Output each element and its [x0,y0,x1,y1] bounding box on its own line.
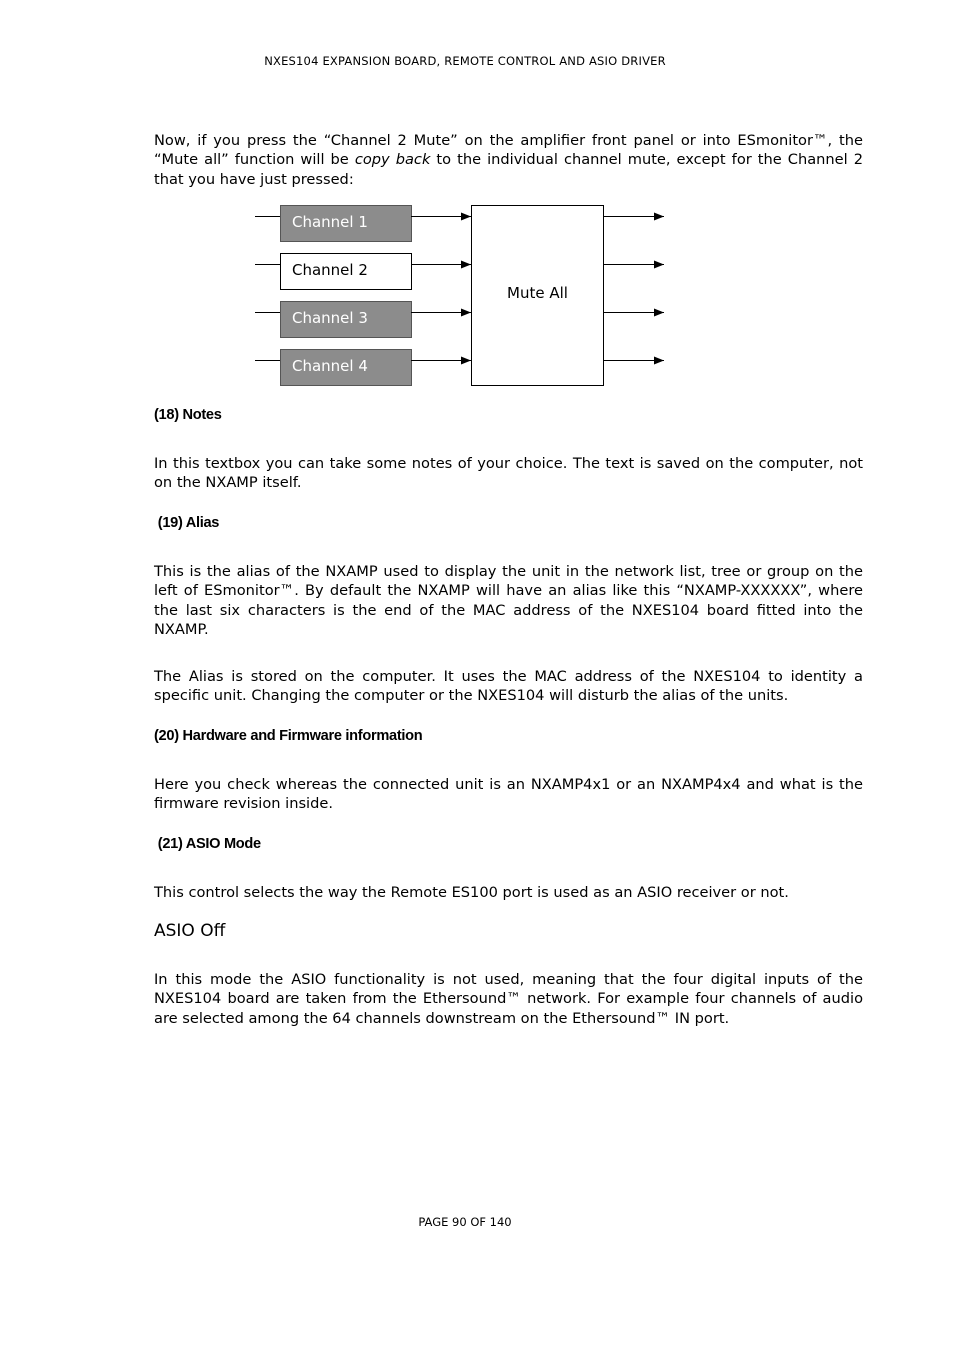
intro-text-end: to the individual channel mute, except for the Channel 2 that you have just pressed: [154,151,863,188]
page-header: NXES104 EXPANSION BOARD, REMOTE CONTROL AND ASIO DRIVER [264,54,666,68]
channel-4-label: Channel 4 [292,357,368,375]
asio-mode-heading: (21) ASIO Mode [154,836,261,852]
hardware-body: Here you check whereas the connected unit is an NXAMP4x1 or an NXAMP4x4 and what is the firmware revision inside. [154,776,863,813]
alias-body-2: The Alias is stored on the computer. It uses the MAC address of the NXES104 to identity a specific unit. Changing the computer or the NXES104 will disturb the alias of the units. [154,668,863,705]
intro-text-start: Now, if you press the “Channel 2 Mute” on the amplifier front panel or into ESmonitor™, the “Mute all” function will be [154,132,863,169]
asio-off-body: In this mode the ASIO functionality is not used, meaning that the four digital inputs of the NXES104 board are taken from the Ethersound™ network. For example four channels of audio are selected among the 64 channels downstream on the Ethersound™ IN port. [154,971,863,1027]
asio-off-title: ASIO Off [154,921,226,941]
page-footer: PAGE 90 OF 140 [418,1215,512,1229]
intro-italic: copy back [354,151,431,169]
hardware-heading: (20) Hardware and Firmware information [154,728,423,744]
asio-mode-body: This control selects the way the Remote ES100 port is used as an ASIO receiver or not. [154,884,789,901]
channel-3-label: Channel 3 [292,309,368,327]
mute-all-diagram [0,0,954,400]
alias-body-1: This is the alias of the NXAMP used to display the unit in the network list, tree or group on the left of ESmonitor™. By default the NXAMP will have an alias like this “NXAMP-XXXXXX”, where the last six characters is the end of the MAC address of the NXES104 board fitted into the NXAMP. [154,563,863,639]
alias-heading: (19) Alias [154,515,220,531]
channel-1-label: Channel 1 [292,213,368,231]
channel-2-label: Channel 2 [292,261,368,279]
notes-heading: (18) Notes [154,407,222,423]
mute-all-label: Mute All [507,284,568,302]
notes-body: In this textbox you can take some notes of your choice. The text is saved on the computer, not on the NXAMP itself. [154,455,863,492]
